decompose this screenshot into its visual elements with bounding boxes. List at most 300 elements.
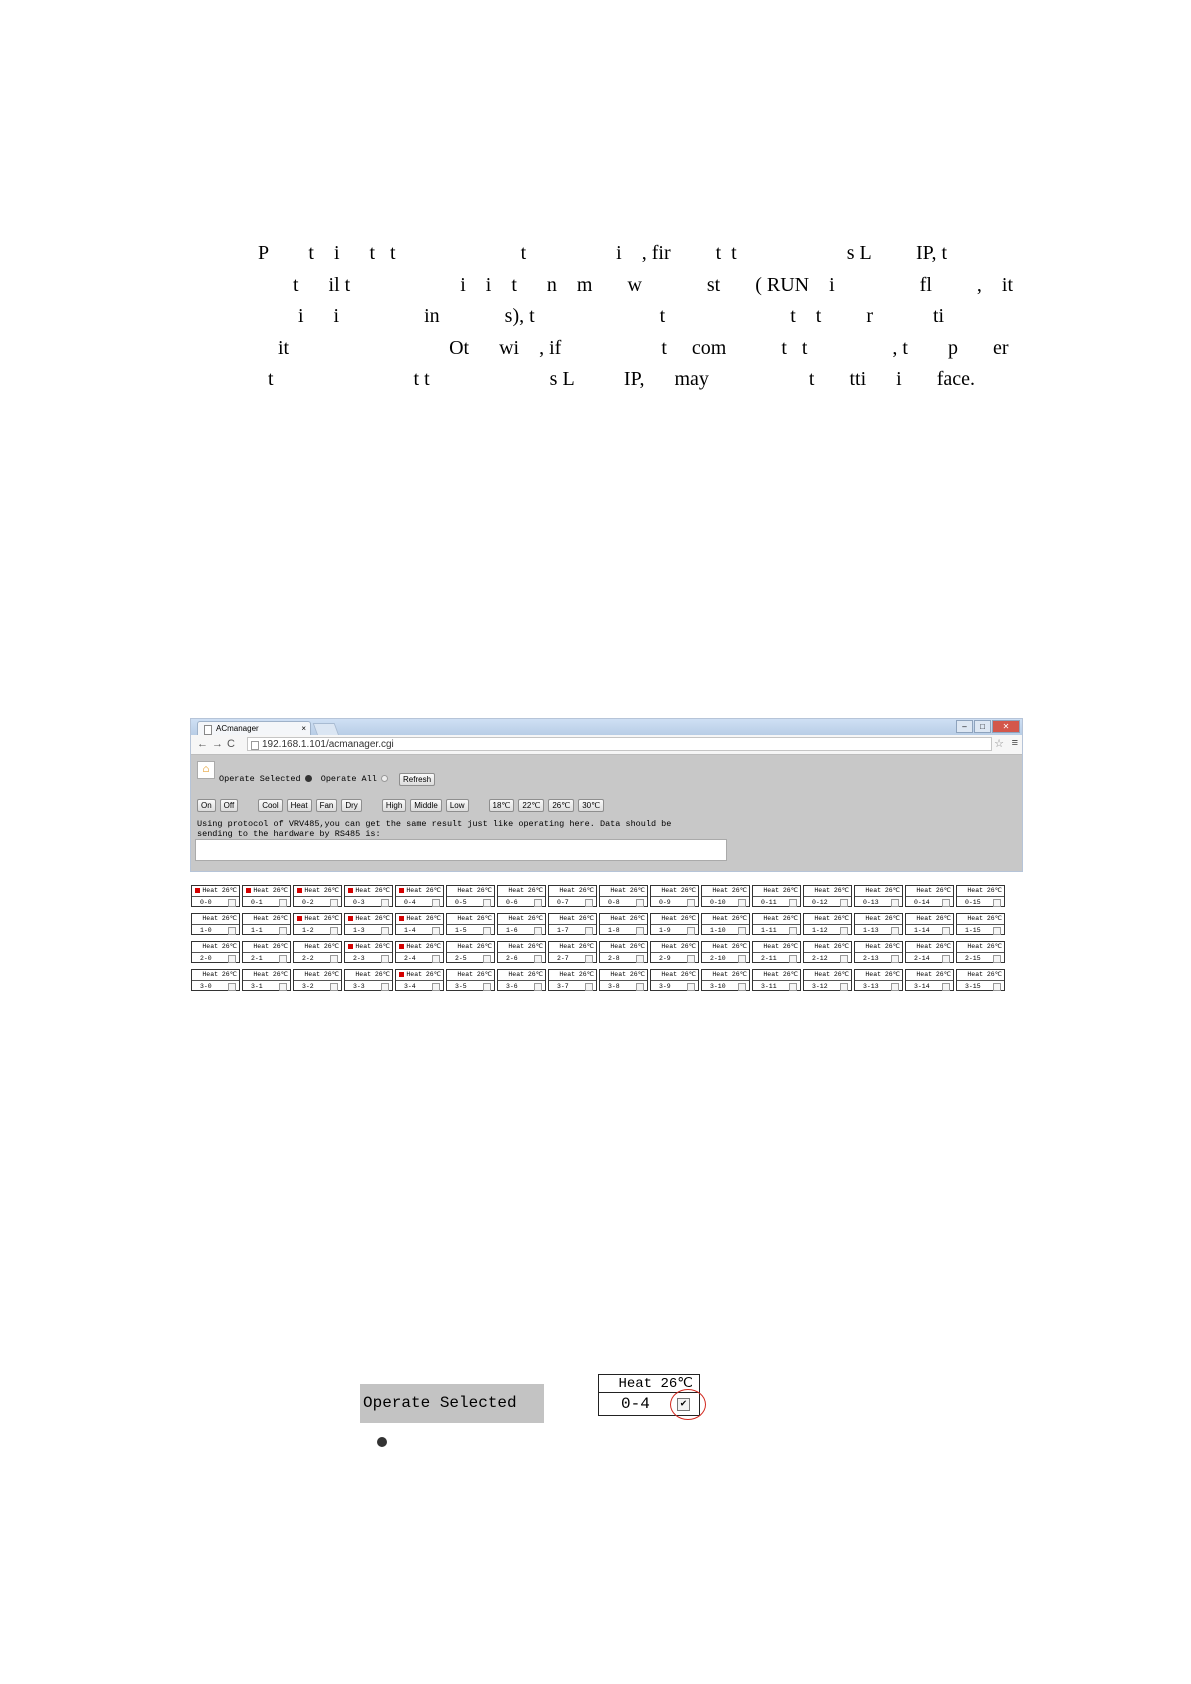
cell-id-label: 1-4 <box>404 927 416 934</box>
cell-id-label: 3-10 <box>710 983 726 990</box>
cell-status-label: Heat 26℃ <box>253 971 288 978</box>
browser-tab[interactable] <box>197 721 311 735</box>
cell-checkbox[interactable] <box>738 899 746 907</box>
cell-checkbox[interactable] <box>687 955 695 963</box>
unit-cell[interactable] <box>854 941 903 963</box>
minimize-button[interactable]: – <box>956 720 973 733</box>
cell-id-label: 2-5 <box>455 955 467 962</box>
cell-status-label: Heat 26℃ <box>355 915 390 922</box>
unit-cell[interactable] <box>956 969 1005 991</box>
unit-row <box>191 885 1011 907</box>
unit-cell[interactable] <box>242 913 291 935</box>
operate-all-radio[interactable] <box>381 775 388 782</box>
cell-checkbox[interactable] <box>483 899 491 907</box>
cell-status-text <box>753 942 800 953</box>
cell-id-label: 0-12 <box>812 899 828 906</box>
cell-id-label: 0-13 <box>863 899 879 906</box>
document-icon <box>204 725 212 735</box>
cell-status-label: Heat 26℃ <box>355 943 390 950</box>
cool-button[interactable]: Cool <box>258 799 282 812</box>
cell-status-label: Heat 26℃ <box>406 971 441 978</box>
cell-checkbox[interactable] <box>585 927 593 935</box>
cell-status-text <box>855 886 902 897</box>
tab-close-icon[interactable]: × <box>301 724 306 733</box>
cell-id-label: 2-1 <box>251 955 263 962</box>
on-button[interactable]: On <box>197 799 216 812</box>
unit-cell[interactable] <box>497 913 546 935</box>
unit-cell[interactable] <box>854 969 903 991</box>
cell-status-text <box>855 970 902 981</box>
cell-status-label: Heat 26℃ <box>559 943 594 950</box>
cell-status-text <box>192 942 239 953</box>
cell-status-label: Heat 26℃ <box>814 887 849 894</box>
cell-id-label: 2-11 <box>761 955 777 962</box>
unit-cell[interactable] <box>242 885 291 907</box>
operate-all-label: Operate All <box>320 774 377 784</box>
cell-checkbox[interactable] <box>228 927 236 935</box>
cell-checkbox[interactable] <box>738 983 746 991</box>
cell-id-label: 0-6 <box>506 899 518 906</box>
cell-status-label: Heat 26℃ <box>916 887 951 894</box>
cell-checkbox[interactable] <box>432 983 440 991</box>
browser-screenshot <box>190 718 1023 872</box>
cell-status-label: Heat 26℃ <box>202 887 237 894</box>
temp-30-button[interactable]: 30℃ <box>578 799 604 812</box>
cell-status-text <box>294 914 341 925</box>
unit-cell[interactable] <box>650 913 699 935</box>
navigation-buttons[interactable]: ←→C <box>197 738 239 750</box>
tab-title: ACmanager <box>216 724 259 733</box>
cell-checkbox[interactable] <box>636 927 644 935</box>
cell-id-label: 3-11 <box>761 983 777 990</box>
cell-checkbox[interactable] <box>534 983 542 991</box>
cell-status-text <box>804 914 851 925</box>
cell-status-label: Heat 26℃ <box>457 887 492 894</box>
cell-status-text <box>906 914 953 925</box>
cell-checkbox[interactable] <box>789 955 797 963</box>
cell-status-label: Heat 26℃ <box>814 915 849 922</box>
unit-cell[interactable] <box>395 913 444 935</box>
cell-checkbox[interactable] <box>279 927 287 935</box>
cell-checkbox[interactable] <box>636 955 644 963</box>
cell-status-label: Heat 26℃ <box>406 915 441 922</box>
cell-id-label: 2-4 <box>404 955 416 962</box>
cell-status-text <box>600 886 647 897</box>
unit-cell[interactable] <box>905 941 954 963</box>
unit-cell[interactable] <box>548 885 597 907</box>
power-on-indicator-icon <box>297 888 302 893</box>
cell-checkbox[interactable] <box>381 955 389 963</box>
temp-18-button[interactable]: 18℃ <box>489 799 515 812</box>
cell-checkbox[interactable] <box>891 927 899 935</box>
cell-checkbox[interactable] <box>840 983 848 991</box>
refresh-button[interactable]: Refresh <box>399 773 435 786</box>
cell-status-text <box>345 942 392 953</box>
cell-status-text <box>804 886 851 897</box>
middle-button[interactable]: Middle <box>410 799 442 812</box>
cell-checkbox[interactable] <box>942 955 950 963</box>
unit-cell[interactable] <box>956 885 1005 907</box>
unit-cell[interactable] <box>395 941 444 963</box>
cell-status-text <box>549 914 596 925</box>
cell-status-label: Heat 26℃ <box>304 943 339 950</box>
maximize-button[interactable]: □ <box>974 720 991 733</box>
cell-status-text <box>651 942 698 953</box>
high-button[interactable]: High <box>382 799 406 812</box>
cell-status-label: Heat 26℃ <box>304 915 339 922</box>
cell-id-label: 2-2 <box>302 955 314 962</box>
unit-cell[interactable] <box>599 941 648 963</box>
cell-checkbox[interactable] <box>330 983 338 991</box>
unit-cell[interactable] <box>752 969 801 991</box>
cell-status-text <box>396 914 443 925</box>
unit-cell[interactable] <box>803 969 852 991</box>
cell-status-label: Heat 26℃ <box>916 943 951 950</box>
close-window-button[interactable]: ✕ <box>992 720 1020 733</box>
cell-status-text <box>753 886 800 897</box>
cell-status-label: Heat 26℃ <box>202 915 237 922</box>
cell-status-label: Heat 26℃ <box>508 943 543 950</box>
cell-status-text <box>702 914 749 925</box>
cell-status-text <box>549 942 596 953</box>
bookmark-star-icon[interactable]: ☆ <box>994 738 1004 750</box>
cell-id-label: 2-15 <box>965 955 981 962</box>
unit-cell[interactable] <box>650 969 699 991</box>
cell-checkbox[interactable] <box>585 955 593 963</box>
cell-checkbox[interactable] <box>381 927 389 935</box>
cell-checkbox[interactable] <box>942 927 950 935</box>
cell-status-label: Heat 26℃ <box>916 915 951 922</box>
cell-status-text <box>294 970 341 981</box>
cell-id-label: 1-9 <box>659 927 671 934</box>
cell-checkbox[interactable] <box>738 955 746 963</box>
unit-cell[interactable] <box>497 941 546 963</box>
cell-checkbox[interactable] <box>585 983 593 991</box>
unit-cell[interactable] <box>803 941 852 963</box>
power-on-indicator-icon <box>399 916 404 921</box>
unit-cell[interactable] <box>191 913 240 935</box>
unit-cell[interactable] <box>650 941 699 963</box>
cell-checkbox[interactable] <box>381 983 389 991</box>
cell-checkbox[interactable] <box>432 899 440 907</box>
cell-status-text <box>447 886 494 897</box>
cell-id-label: 3-5 <box>455 983 467 990</box>
cell-id-label: 3-0 <box>200 983 212 990</box>
cell-status-label: Heat 26℃ <box>967 971 1002 978</box>
cell-checkbox[interactable] <box>534 955 542 963</box>
cell-id-label: 1-14 <box>914 927 930 934</box>
cell-id-label: 0-8 <box>608 899 620 906</box>
unit-cell[interactable] <box>905 913 954 935</box>
cell-status-text <box>957 886 1004 897</box>
cell-id-label: 3-12 <box>812 983 828 990</box>
unit-cell[interactable] <box>905 969 954 991</box>
unit-cell[interactable] <box>803 913 852 935</box>
cell-status-label: Heat 26℃ <box>253 915 288 922</box>
cell-status-label: Heat 26℃ <box>610 971 645 978</box>
cell-status-text <box>600 970 647 981</box>
cell-id-label: 0-5 <box>455 899 467 906</box>
unit-cell[interactable] <box>242 941 291 963</box>
cell-id-label: 2-12 <box>812 955 828 962</box>
cell-status-text <box>498 886 545 897</box>
cell-status-label: Heat 26℃ <box>967 943 1002 950</box>
unit-cell[interactable] <box>344 885 393 907</box>
cell-status-label: Heat 26℃ <box>967 915 1002 922</box>
cell-status-text <box>549 886 596 897</box>
cell-checkbox[interactable] <box>738 927 746 935</box>
cell-checkbox[interactable] <box>636 899 644 907</box>
cell-checkbox[interactable] <box>330 927 338 935</box>
fan-button[interactable]: Fan <box>316 799 338 812</box>
cell-status-label: Heat 26℃ <box>202 943 237 950</box>
cell-status-label: Heat 26℃ <box>661 971 696 978</box>
unit-cell[interactable] <box>854 913 903 935</box>
cell-status-label: Heat 26℃ <box>610 887 645 894</box>
unit-cell[interactable] <box>497 969 546 991</box>
home-icon[interactable]: ⌂ <box>197 761 215 779</box>
cell-checkbox[interactable] <box>687 983 695 991</box>
unit-cell[interactable] <box>905 885 954 907</box>
cell-checkbox[interactable] <box>993 955 1001 963</box>
cell-checkbox[interactable] <box>942 983 950 991</box>
cell-status-label: Heat 26℃ <box>661 915 696 922</box>
cell-id-label: 0-0 <box>200 899 212 906</box>
cell-status-text <box>906 886 953 897</box>
cell-status-text <box>702 970 749 981</box>
cell-status-label: Heat 26℃ <box>559 915 594 922</box>
cell-status-label: Heat 26℃ <box>763 943 798 950</box>
temp-22-button[interactable]: 22℃ <box>518 799 544 812</box>
cell-status-text <box>294 886 341 897</box>
cell-status-label: Heat 26℃ <box>253 887 288 894</box>
cell-status-label: Heat 26℃ <box>763 971 798 978</box>
unit-cell[interactable] <box>752 941 801 963</box>
cell-checkbox[interactable] <box>891 899 899 907</box>
off-button[interactable]: Off <box>220 799 239 812</box>
url-input[interactable] <box>247 737 992 751</box>
cell-id-label: 1-0 <box>200 927 212 934</box>
cell-checkbox[interactable] <box>687 899 695 907</box>
unit-cell[interactable] <box>191 885 240 907</box>
cell-status-label: Heat 26℃ <box>457 971 492 978</box>
power-on-indicator-icon <box>246 888 251 893</box>
cell-checkbox-checked[interactable]: ✔ <box>677 1398 690 1411</box>
cell-checkbox[interactable] <box>228 899 236 907</box>
cell-checkbox[interactable] <box>840 899 848 907</box>
cell-checkbox[interactable] <box>840 955 848 963</box>
cell-checkbox[interactable] <box>483 955 491 963</box>
cell-status-label: Heat 26℃ <box>406 887 441 894</box>
protocol-text-line: sending to the hardware by RS485 is: <box>197 829 381 839</box>
cell-checkbox[interactable] <box>891 955 899 963</box>
cell-checkbox[interactable] <box>840 927 848 935</box>
cell-checkbox[interactable] <box>432 927 440 935</box>
cell-checkbox[interactable] <box>483 983 491 991</box>
unit-cell[interactable] <box>548 913 597 935</box>
unit-cell[interactable] <box>956 941 1005 963</box>
cell-status-text <box>345 914 392 925</box>
unit-cell[interactable] <box>599 885 648 907</box>
cell-status-text <box>804 942 851 953</box>
cell-id-label: 0-3 <box>353 899 365 906</box>
unit-row <box>191 941 1011 963</box>
cell-id-label: 0-10 <box>710 899 726 906</box>
cell-checkbox[interactable] <box>789 983 797 991</box>
menu-icon[interactable]: ≡ <box>1011 737 1018 749</box>
unit-cell[interactable] <box>242 969 291 991</box>
cell-checkbox[interactable] <box>279 899 287 907</box>
cell-id-label: 1-1 <box>251 927 263 934</box>
browser-titlebar <box>191 719 1022 735</box>
unit-cell[interactable] <box>446 941 495 963</box>
cell-status-label: Heat 26℃ <box>304 887 339 894</box>
cell-checkbox[interactable] <box>993 983 1001 991</box>
cell-status-label: Heat 26℃ <box>865 971 900 978</box>
unit-cell[interactable] <box>293 913 342 935</box>
cell-checkbox[interactable] <box>228 983 236 991</box>
cell-id-label: 1-12 <box>812 927 828 934</box>
cell-checkbox[interactable] <box>585 899 593 907</box>
unit-row <box>191 913 1011 935</box>
cell-checkbox[interactable] <box>330 955 338 963</box>
power-on-indicator-icon <box>399 944 404 949</box>
unit-cell[interactable] <box>854 885 903 907</box>
cell-id-label: 1-5 <box>455 927 467 934</box>
cell-status-text <box>447 970 494 981</box>
cell-status-label: Heat 26℃ <box>763 915 798 922</box>
unit-cell[interactable] <box>293 885 342 907</box>
cell-checkbox[interactable] <box>279 983 287 991</box>
cell-id-label: 3-15 <box>965 983 981 990</box>
unit-cell[interactable] <box>446 885 495 907</box>
cell-checkbox[interactable] <box>279 955 287 963</box>
power-on-indicator-icon <box>348 916 353 921</box>
unit-cell[interactable] <box>548 941 597 963</box>
cell-status-text <box>345 970 392 981</box>
cell-id-label: 1-8 <box>608 927 620 934</box>
cell-id-label: 1-2 <box>302 927 314 934</box>
cell-status-label: Heat 26℃ <box>253 943 288 950</box>
cell-status-label: Heat 26℃ <box>355 971 390 978</box>
cell-status-text <box>957 970 1004 981</box>
highlight-circle <box>670 1389 706 1420</box>
cell-status-label: Heat 26℃ <box>763 887 798 894</box>
cell-checkbox[interactable] <box>993 927 1001 935</box>
cell-checkbox[interactable] <box>687 927 695 935</box>
power-on-indicator-icon <box>399 888 404 893</box>
protocol-note <box>197 819 671 839</box>
heat-button[interactable]: Heat <box>287 799 312 812</box>
cell-checkbox[interactable] <box>432 955 440 963</box>
cell-status-label: Heat 26℃ <box>559 887 594 894</box>
cell-id-label: 3-14 <box>914 983 930 990</box>
unit-cell[interactable] <box>395 885 444 907</box>
unit-cell[interactable] <box>701 969 750 991</box>
cell-status-label: Heat 26℃ <box>865 887 900 894</box>
cell-status-label: Heat 26℃ <box>712 887 747 894</box>
rs485-output-textarea[interactable] <box>195 839 727 861</box>
power-on-indicator-icon <box>195 888 200 893</box>
unit-cell[interactable] <box>191 969 240 991</box>
unit-cell[interactable] <box>701 941 750 963</box>
cell-checkbox[interactable] <box>789 927 797 935</box>
cell-checkbox[interactable] <box>228 955 236 963</box>
cell-checkbox[interactable] <box>636 983 644 991</box>
operate-selected-radio[interactable] <box>305 775 312 782</box>
unit-cell[interactable] <box>701 885 750 907</box>
unit-cell[interactable] <box>344 941 393 963</box>
unit-cell[interactable] <box>650 885 699 907</box>
cell-checkbox[interactable] <box>789 899 797 907</box>
unit-cell[interactable] <box>701 913 750 935</box>
unit-cell[interactable] <box>395 969 444 991</box>
cell-checkbox[interactable] <box>942 899 950 907</box>
cell-checkbox[interactable] <box>330 899 338 907</box>
unit-cell[interactable] <box>293 941 342 963</box>
unit-cell[interactable] <box>446 913 495 935</box>
cell-id-label: 2-7 <box>557 955 569 962</box>
unit-cell[interactable] <box>344 969 393 991</box>
cell-checkbox[interactable] <box>381 899 389 907</box>
power-on-indicator-icon <box>399 972 404 977</box>
cell-id-label: 3-4 <box>404 983 416 990</box>
ac-unit-grid <box>191 885 1011 997</box>
power-on-indicator-icon <box>348 888 353 893</box>
cell-id-label: 0-4 <box>621 1395 650 1413</box>
unit-cell[interactable] <box>752 885 801 907</box>
cell-checkbox[interactable] <box>891 983 899 991</box>
unit-cell[interactable] <box>599 969 648 991</box>
cell-id-label: 0-7 <box>557 899 569 906</box>
operate-selected-radio[interactable] <box>377 1437 387 1447</box>
cell-status-text <box>753 914 800 925</box>
cell-status-label: Heat 26℃ <box>457 915 492 922</box>
cell-checkbox[interactable] <box>993 899 1001 907</box>
cell-checkbox[interactable] <box>534 927 542 935</box>
unit-cell[interactable] <box>956 913 1005 935</box>
paragraph-line: it Ot wi , if t com t t , t p er <box>258 336 1009 359</box>
dry-button[interactable]: Dry <box>341 799 361 812</box>
cell-status-text <box>192 886 239 897</box>
cell-checkbox[interactable] <box>534 899 542 907</box>
unit-cell[interactable] <box>344 913 393 935</box>
unit-cell[interactable] <box>293 969 342 991</box>
cell-status-label: Heat 26℃ <box>865 915 900 922</box>
cell-status-text <box>447 942 494 953</box>
cell-checkbox[interactable] <box>483 927 491 935</box>
cell-status-text <box>651 970 698 981</box>
unit-cell[interactable] <box>191 941 240 963</box>
unit-cell[interactable] <box>752 913 801 935</box>
cell-status-label: Heat 26℃ <box>712 915 747 922</box>
temp-26-button[interactable]: 26℃ <box>548 799 574 812</box>
cell-id-label: 2-9 <box>659 955 671 962</box>
paragraph-line: t t t s L IP, may t tti i face. <box>258 368 976 390</box>
unit-cell[interactable] <box>803 885 852 907</box>
cell-status-label: Heat 26℃ <box>508 915 543 922</box>
unit-cell[interactable] <box>446 969 495 991</box>
cell-status-text <box>294 942 341 953</box>
unit-cell[interactable] <box>599 913 648 935</box>
unit-cell[interactable] <box>548 969 597 991</box>
cell-status-text <box>753 970 800 981</box>
unit-cell[interactable] <box>497 885 546 907</box>
power-on-indicator-icon <box>348 944 353 949</box>
low-button[interactable]: Low <box>446 799 469 812</box>
cell-id-label: 0-11 <box>761 899 777 906</box>
cell-id-label: 2-3 <box>353 955 365 962</box>
